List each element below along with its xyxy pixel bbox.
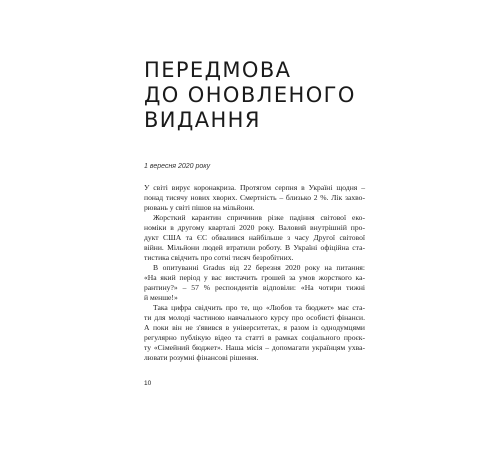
- chapter-date: 1 вересня 2020 року: [144, 163, 211, 170]
- paragraph-line: Жорсткий карантин спричинив різке падіння світової еко-: [153, 213, 365, 222]
- paragraph-line: ти для молоді частиною навчального курсу про особисті фінанси.: [144, 313, 365, 322]
- chapter-heading: [144, 58, 356, 133]
- paragraph-line: дукт США та ЄС обвалився найбільше з часу Другої світової: [144, 233, 365, 242]
- paragraph-line: ту «Сімейний бюджет». Наша місія – допомагати українцям ухва-: [144, 343, 365, 352]
- paragraph-line: й менше!»: [144, 293, 178, 302]
- paragraph-line: Така цифра свідчить про те, що «Любов та бюджет» має ста-: [153, 303, 365, 312]
- paragraph-line: номіки в другому кварталі 2020 року. Валовий внутрішній про-: [144, 223, 365, 232]
- paragraph-line: тистика свідчить про сотні тисяч безробітних.: [144, 253, 294, 262]
- paragraph-line: У світі вирує коронакриза. Протягом серпня в Україні щодня –: [144, 183, 365, 192]
- heading-line: ПЕРЕДМОВА: [144, 58, 292, 82]
- page-number: 10: [144, 380, 152, 387]
- paragraph-line: рантину?» – 57 % респондентів відповіли: «На чотири тижні: [144, 283, 365, 292]
- heading-line: ВИДАННЯ: [144, 108, 261, 132]
- paragraph-line: рювань у світі пішов на мільйони.: [144, 203, 255, 212]
- paragraph-line: лювати розумні фінансові рішення.: [144, 353, 259, 362]
- paragraph-line: А поки він не з'явився в університетах, я разом із однодумцями: [144, 323, 365, 332]
- paragraph-line: понад тисячу нових хворих. Смертність – близько 2 %. Лік захво-: [144, 193, 365, 202]
- heading-line: ДО ОНОВЛЕНОГО: [144, 83, 356, 107]
- paragraph-line: «На який період у вас вистачить грошей за умов жорсткого ка-: [144, 273, 365, 282]
- paragraph-line: регулярно публікую відео та статті в рамках соціального проєк-: [144, 333, 365, 342]
- body-text: [144, 183, 365, 363]
- paragraph-line: В опитуванні Gradus від 22 березня 2020 року на питання:: [153, 263, 365, 272]
- paragraph-line: війни. Мільйони людей втратили роботу. В Україні офіційна ста-: [144, 243, 365, 252]
